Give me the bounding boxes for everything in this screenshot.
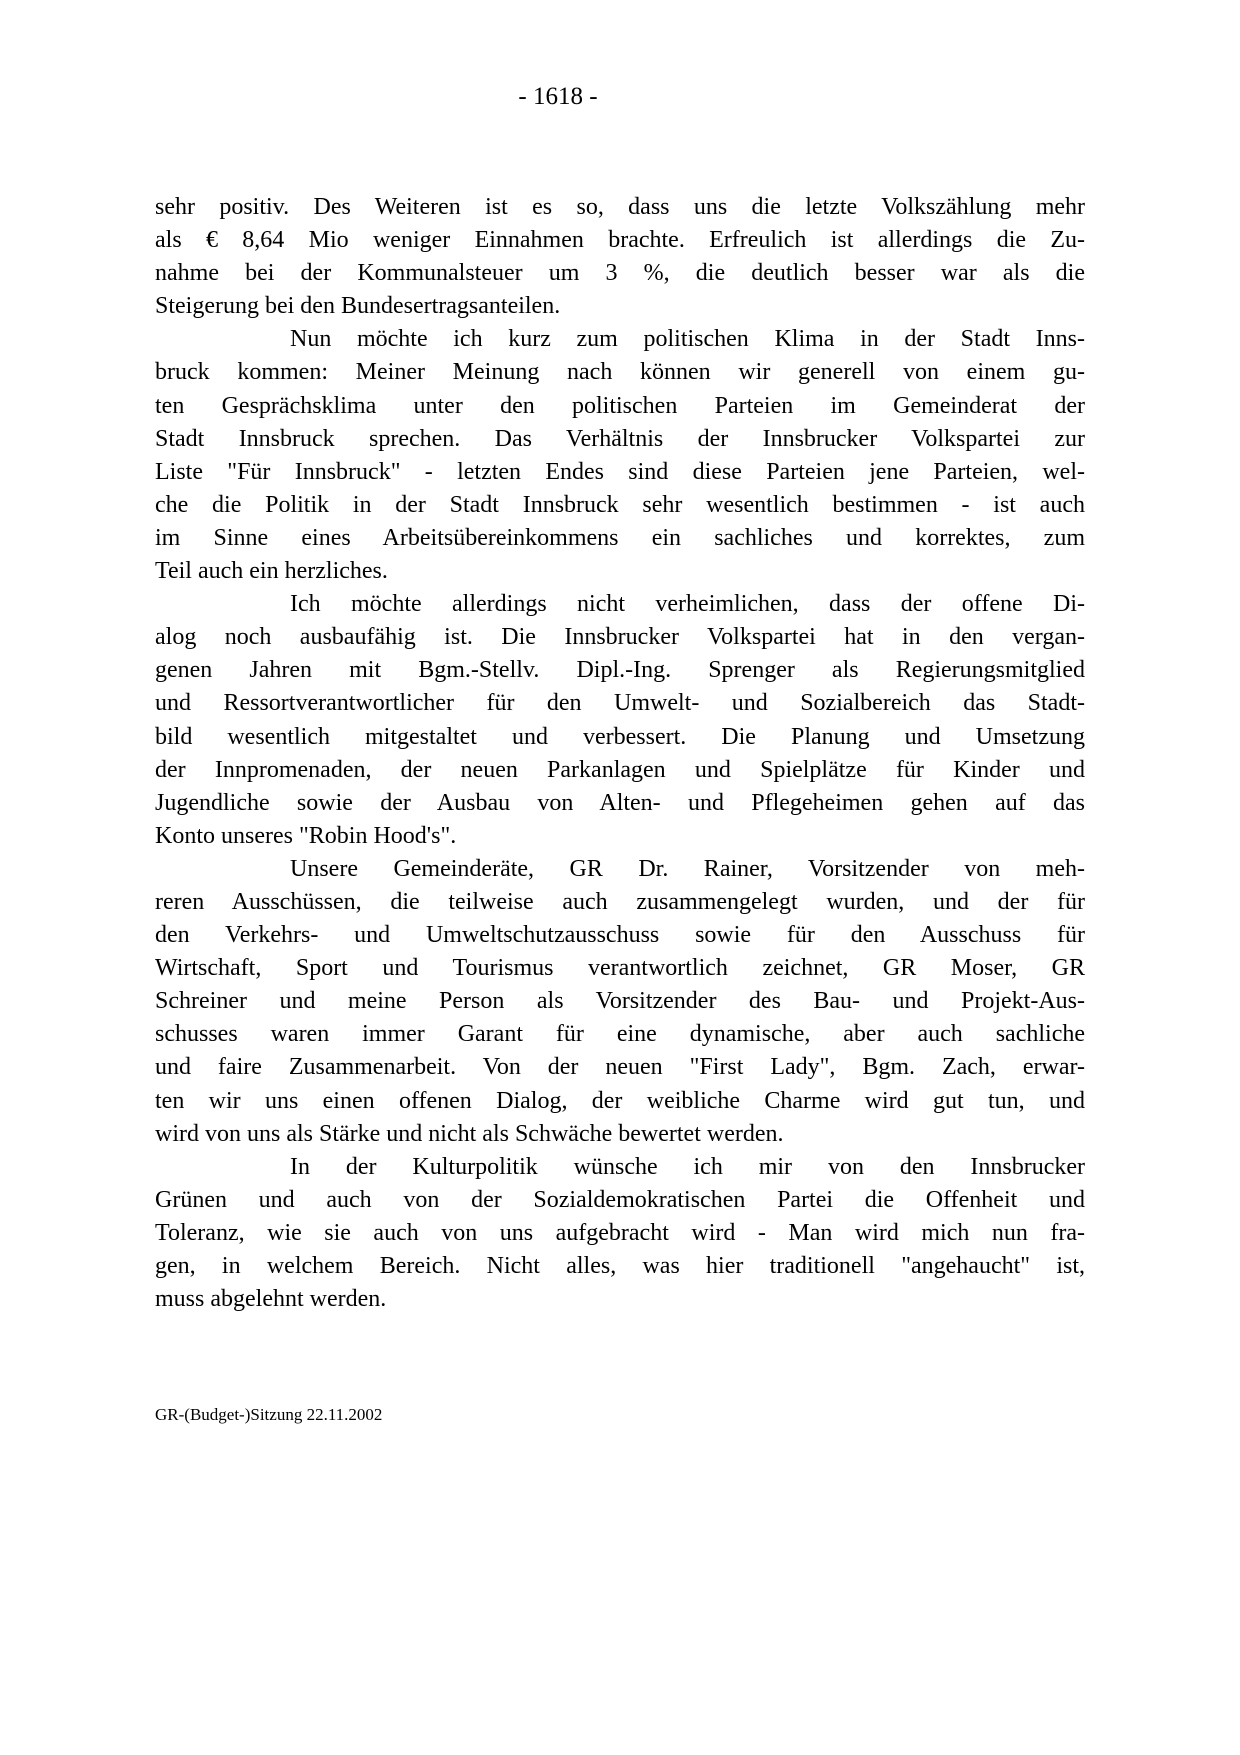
- paragraph: [155, 588, 1085, 853]
- text-line: Wirtschaft, Sport und Tourismus verantwortlich zeichnet, GR Moser, GR: [155, 955, 1085, 982]
- text-line: ten wir uns einen offenen Dialog, der weibliche Charme wird gut tun, und: [155, 1087, 1085, 1114]
- text-line: wird von uns als Stärke und nicht als Schwäche bewertet werden.: [155, 1120, 784, 1147]
- text-line: Stadt Innsbruck sprechen. Das Verhältnis der Innsbrucker Volkspartei zur: [155, 425, 1085, 452]
- text-line: bruck kommen: Meiner Meinung nach können wir generell von einem gu-: [155, 359, 1085, 386]
- page-number: - 1618 -: [518, 83, 598, 110]
- text-line: Grünen und auch von der Sozialdemokratischen Partei die Offenheit und: [155, 1186, 1085, 1213]
- text-line: sehr positiv. Des Weiteren ist es so, dass uns die letzte Volkszählung mehr: [155, 194, 1085, 220]
- text-line: Jugendliche sowie der Ausbau von Alten- und Pflegeheimen gehen auf das: [155, 789, 1085, 816]
- text-line: Unsere Gemeinderäte, GR Dr. Rainer, Vorsitzender von meh-: [290, 855, 1085, 882]
- text-line: muss abgelehnt werden.: [155, 1286, 387, 1313]
- text-line: Toleranz, wie sie auch von uns aufgebracht wird - Man wird mich nun fra-: [155, 1219, 1085, 1246]
- text-line: bild wesentlich mitgestaltet und verbessert. Die Planung und Umsetzung: [155, 723, 1085, 750]
- text-line: und faire Zusammenarbeit. Von der neuen "First Lady", Bgm. Zach, erwar-: [155, 1054, 1085, 1081]
- text-line: reren Ausschüssen, die teilweise auch zusammengelegt wurden, und der für: [155, 888, 1085, 915]
- text-line: Konto unseres "Robin Hood's".: [155, 822, 457, 849]
- document-body: [155, 191, 1085, 1316]
- text-line: der Innpromenaden, der neuen Parkanlagen und Spielplätze für Kinder und: [155, 756, 1085, 783]
- footer-session-label: GR-(Budget-)Sitzung 22.11.2002: [155, 1405, 383, 1424]
- text-line: ten Gesprächsklima unter den politischen Parteien im Gemeinderat der: [155, 392, 1085, 419]
- text-line: Steigerung bei den Bundesertragsanteilen.: [155, 293, 561, 320]
- text-line: Teil auch ein herzliches.: [155, 558, 388, 585]
- paragraph: [155, 1151, 1085, 1316]
- text-line: schusses waren immer Garant für eine dynamische, aber auch sachliche: [155, 1021, 1085, 1048]
- text-line: im Sinne eines Arbeitsübereinkommens ein sachliches und korrektes, zum: [155, 524, 1085, 551]
- text-line: Ich möchte allerdings nicht verheimlichen, dass der offene Di-: [290, 591, 1085, 618]
- text-line: und Ressortverantwortlicher für den Umwelt- und Sozialbereich das Stadt-: [155, 690, 1085, 717]
- text-line: Nun möchte ich kurz zum politischen Klima in der Stadt Inns-: [290, 326, 1085, 353]
- paragraph: [155, 323, 1085, 588]
- text-line: nahme bei der Kommunalsteuer um 3 %, die deutlich besser war als die: [155, 260, 1085, 287]
- paragraph: [155, 191, 1085, 323]
- text-line: Schreiner und meine Person als Vorsitzender des Bau- und Projekt-Aus-: [155, 988, 1085, 1015]
- text-line: als € 8,64 Mio weniger Einnahmen brachte. Erfreulich ist allerdings die Zu-: [155, 227, 1085, 254]
- text-line: genen Jahren mit Bgm.-Stellv. Dipl.-Ing. Sprenger als Regierungsmitglied: [155, 657, 1085, 684]
- text-line: gen, in welchem Bereich. Nicht alles, was hier traditionell "angehaucht" ist,: [155, 1253, 1085, 1279]
- text-line: Liste "Für Innsbruck" - letzten Endes sind diese Parteien jene Parteien, wel-: [155, 458, 1085, 485]
- text-line: alog noch ausbaufähig ist. Die Innsbrucker Volkspartei hat in den vergan-: [155, 624, 1085, 651]
- text-line: den Verkehrs- und Umweltschutzausschuss sowie für den Ausschuss für: [155, 922, 1085, 949]
- paragraph: [155, 853, 1085, 1151]
- text-line: che die Politik in der Stadt Innsbruck sehr wesentlich bestimmen - ist auch: [155, 491, 1085, 518]
- text-line: In der Kulturpolitik wünsche ich mir von den Innsbrucker: [290, 1153, 1085, 1180]
